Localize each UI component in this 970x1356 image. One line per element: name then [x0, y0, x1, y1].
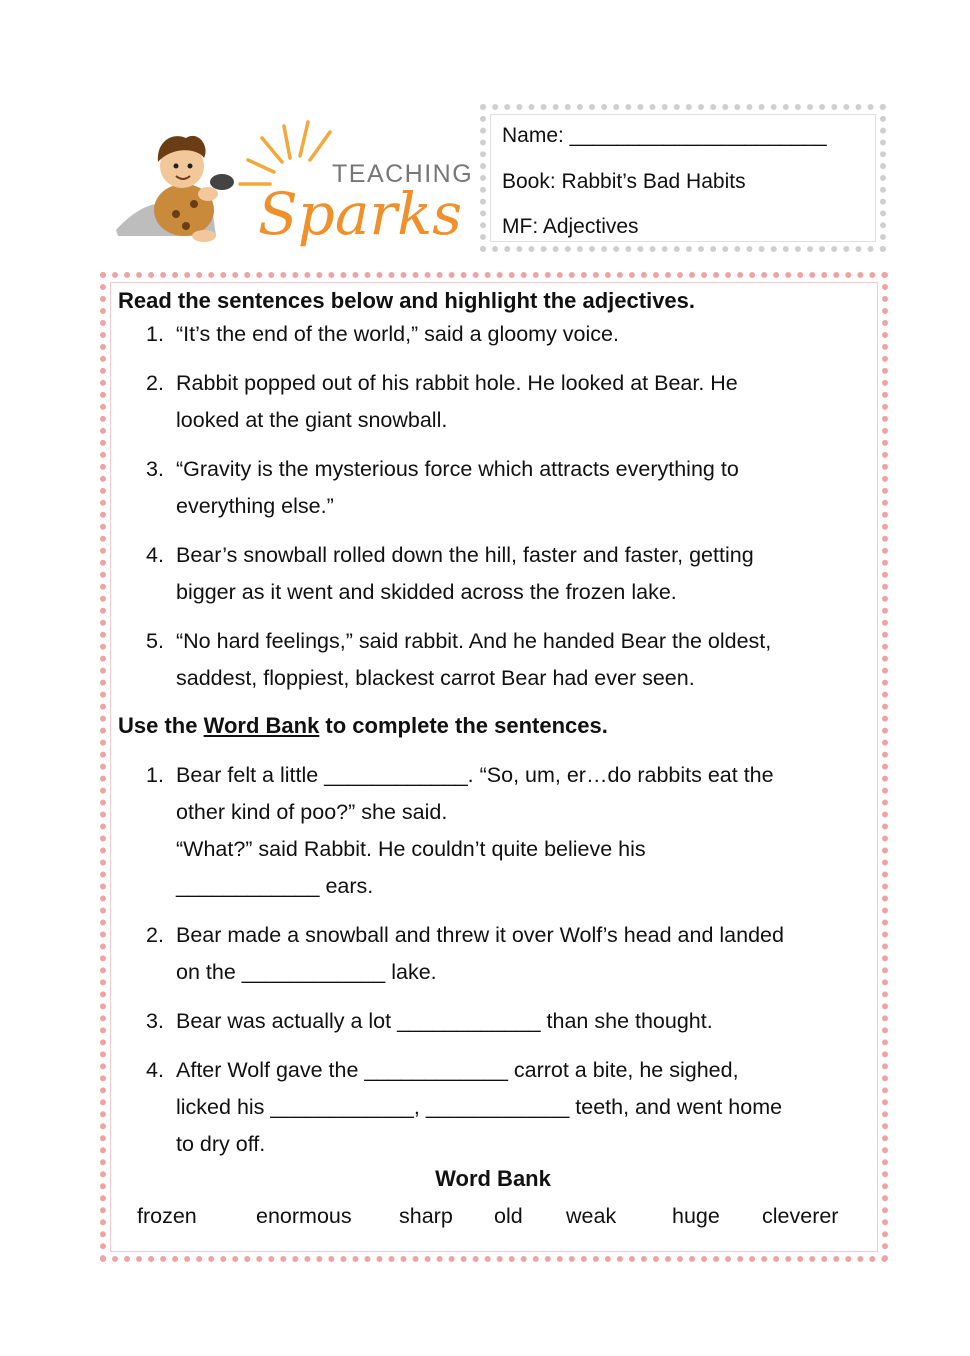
- logo-teaching-text: TEACHING: [332, 160, 474, 188]
- section1-heading: Read the sentences below and highlight the adjectives.: [118, 288, 696, 313]
- student-info-box: [480, 104, 886, 252]
- word-bank-word: old: [494, 1204, 523, 1228]
- teaching-sparks-logo: [112, 112, 474, 252]
- word-bank-word: huge: [672, 1204, 720, 1228]
- word-bank-word: sharp: [399, 1204, 453, 1228]
- section2-heading: Use the Word Bank to complete the sentences.: [118, 713, 608, 738]
- book-title: Book: Rabbit’s Bad Habits: [502, 170, 746, 193]
- word-bank-title: Word Bank: [435, 1166, 551, 1191]
- focus-topic: MF: Adjectives: [502, 215, 639, 238]
- word-bank-word: frozen: [137, 1204, 197, 1228]
- word-bank-reference: Word Bank: [203, 713, 320, 738]
- word-bank-word: enormous: [256, 1204, 352, 1228]
- name-field: Name: ______________________: [502, 124, 827, 147]
- logo-sparks-text: Sparks: [258, 180, 463, 248]
- word-bank-word: cleverer: [762, 1204, 839, 1228]
- word-bank-word: weak: [566, 1204, 617, 1228]
